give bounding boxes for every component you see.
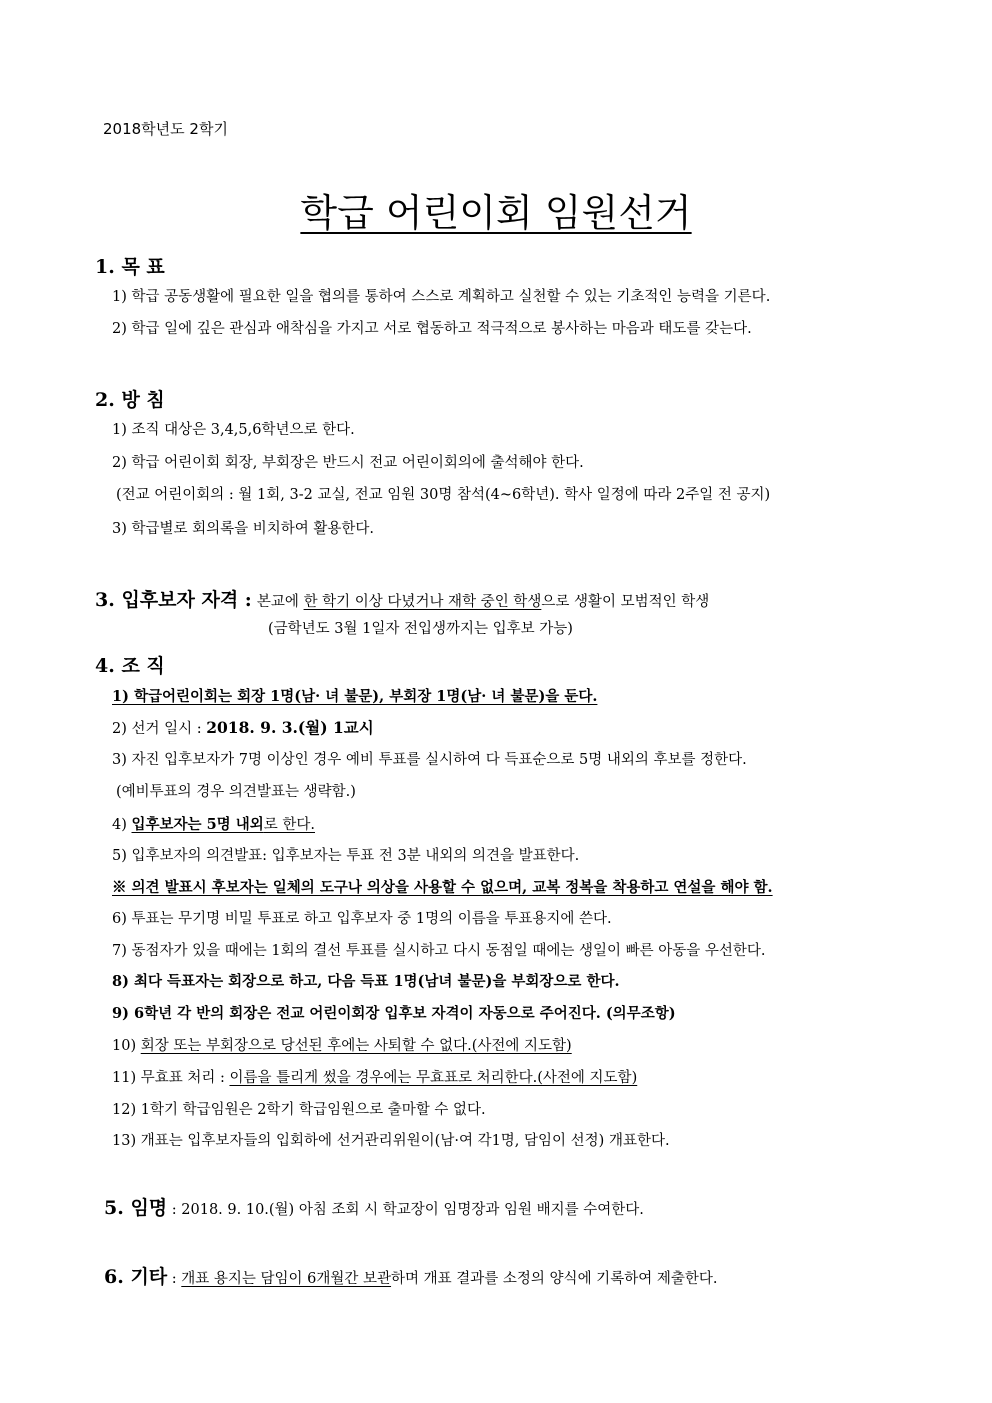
- s4-item-4-num: 4): [112, 817, 132, 833]
- s3-text-underlined: 한 학기 이상 다녔거나 재학 중인 학생: [303, 594, 542, 610]
- s4-item-11-text: 이름을 틀리게 썼을 경우에는 무효표로 처리한다.(사전에 지도함): [229, 1070, 638, 1086]
- s4-item-6: 6) 투표는 무기명 비밀 투표로 하고 입후보자 중 1명의 이름을 투표용지에 쓴다.: [112, 911, 612, 927]
- s6-line: [104, 1262, 717, 1289]
- s4-item-10: [112, 1034, 572, 1055]
- s4-item-2: [112, 716, 374, 738]
- section-1-heading: 1. 목 표: [95, 256, 165, 278]
- s4-item-4-emph: 입후보자는 5명 내외: [131, 816, 264, 833]
- section-5-heading: 5. 임명: [104, 1197, 168, 1219]
- s5-text: : 2018. 9. 10.(월) 아침 조회 시 학교장이 임명장과 임원 배지를 수여한다.: [167, 1202, 644, 1218]
- election-date: 2018. 9. 3.(월) 1교시: [206, 718, 374, 737]
- s3-line: [95, 585, 709, 612]
- s3-text-b: 으로 생활이 모범적인 학생: [541, 594, 710, 610]
- s6-text-underlined: 개표 용지는 담임이 6개월간 보관: [181, 1271, 392, 1287]
- s1-item-2: 2) 학급 일에 깊은 관심과 애착심을 가지고 서로 협동하고 적극적으로 봉사하는 마음과 태도를 갖는다.: [112, 321, 752, 337]
- s4-item-11-label: 11) 무효표 처리 :: [112, 1070, 230, 1086]
- s4-item-11: [112, 1066, 637, 1087]
- page-title: 학급 어린이회 임원선거: [300, 191, 692, 235]
- s1-item-1: 1) 학급 공동생활에 필요한 일을 협의를 통하여 스스로 계획하고 실천할 수 있는 기초적인 능력을 기른다.: [112, 289, 771, 305]
- s3-text-a: 본교에: [256, 594, 304, 610]
- s4-item-9: 9) 6학년 각 반의 회장은 전교 어린이회장 입후보 자격이 자동으로 주어진다. (의무조항): [112, 1005, 676, 1022]
- s2-item-2: 2) 학급 어린이회 회장, 부회장은 반드시 전교 어린이회의에 출석해야 한다.: [112, 455, 584, 471]
- s5-line: [104, 1193, 644, 1220]
- semester-label: 2018학년도 2학기: [103, 120, 228, 138]
- s4-notice: ※ 의견 발표시 후보자는 일체의 도구나 의상을 사용할 수 없으며, 교복 정복을 착용하고 연설을 해야 함.: [112, 879, 773, 896]
- s4-item-4-tail: 로 한다.: [263, 817, 315, 833]
- s4-item-2-label: 2) 선거 일시 :: [112, 721, 207, 737]
- s4-item-5: 5) 입후보자의 의견발표: 입후보자는 투표 전 3분 내외의 의견을 발표한다.: [112, 848, 580, 864]
- s6-text-b: 하며 개표 결과를 소정의 양식에 기록하여 제출한다.: [391, 1271, 718, 1287]
- s4-item-10-num: 10): [112, 1038, 141, 1054]
- section-2-heading: 2. 방 침: [95, 389, 165, 411]
- s4-item-10-text: 회장 또는 부회장으로 당선된 후에는 사퇴할 수 없다.(사전에 지도함): [140, 1038, 572, 1054]
- s4-item-3: 3) 자진 입후보자가 7명 이상인 경우 예비 투표를 실시하여 다 득표순으로 5명 내외의 후보를 정한다.: [112, 752, 747, 768]
- s3-note: (금학년도 3월 1일자 전입생까지는 입후보 가능): [268, 621, 573, 637]
- s2-item-3: 3) 학급별로 회의록을 비치하여 활용한다.: [112, 521, 375, 537]
- s2-item-2-note: (전교 어린이회의 : 월 1회, 3-2 교실, 전교 임원 30명 참석(4~6학년). 학사 일정에 따라 2주일 전 공지): [116, 487, 771, 503]
- s4-item-12: 12) 1학기 학급임원은 2학기 학급임원으로 출마할 수 없다.: [112, 1102, 486, 1118]
- s6-colon: :: [167, 1271, 182, 1287]
- section-6-heading: 6. 기타: [104, 1266, 168, 1288]
- s4-item-3-note: (예비투표의 경우 의견발표는 생략함.): [116, 784, 356, 800]
- s4-item-4: [112, 813, 315, 834]
- s4-item-1: 1) 학급어린이회는 회장 1명(남· 녀 불문), 부회장 1명(남· 녀 불문)을 둔다.: [112, 688, 598, 705]
- section-3-heading: 3. 입후보자 자격 :: [95, 589, 252, 611]
- s4-item-13: 13) 개표는 입후보자들의 입회하에 선거관리위원이(남·여 각1명, 담임이 선정) 개표한다.: [112, 1133, 670, 1149]
- s4-item-7: 7) 동점자가 있을 때에는 1회의 결선 투표를 실시하고 다시 동점일 때에는 생일이 빠른 아동을 우선한다.: [112, 943, 766, 959]
- section-4-heading: 4. 조 직: [95, 655, 165, 677]
- s4-item-8: 8) 최다 득표자는 회장으로 하고, 다음 득표 1명(남녀 불문)을 부회장으로 한다.: [112, 973, 620, 990]
- s2-item-1: 1) 조직 대상은 3,4,5,6학년으로 한다.: [112, 422, 355, 438]
